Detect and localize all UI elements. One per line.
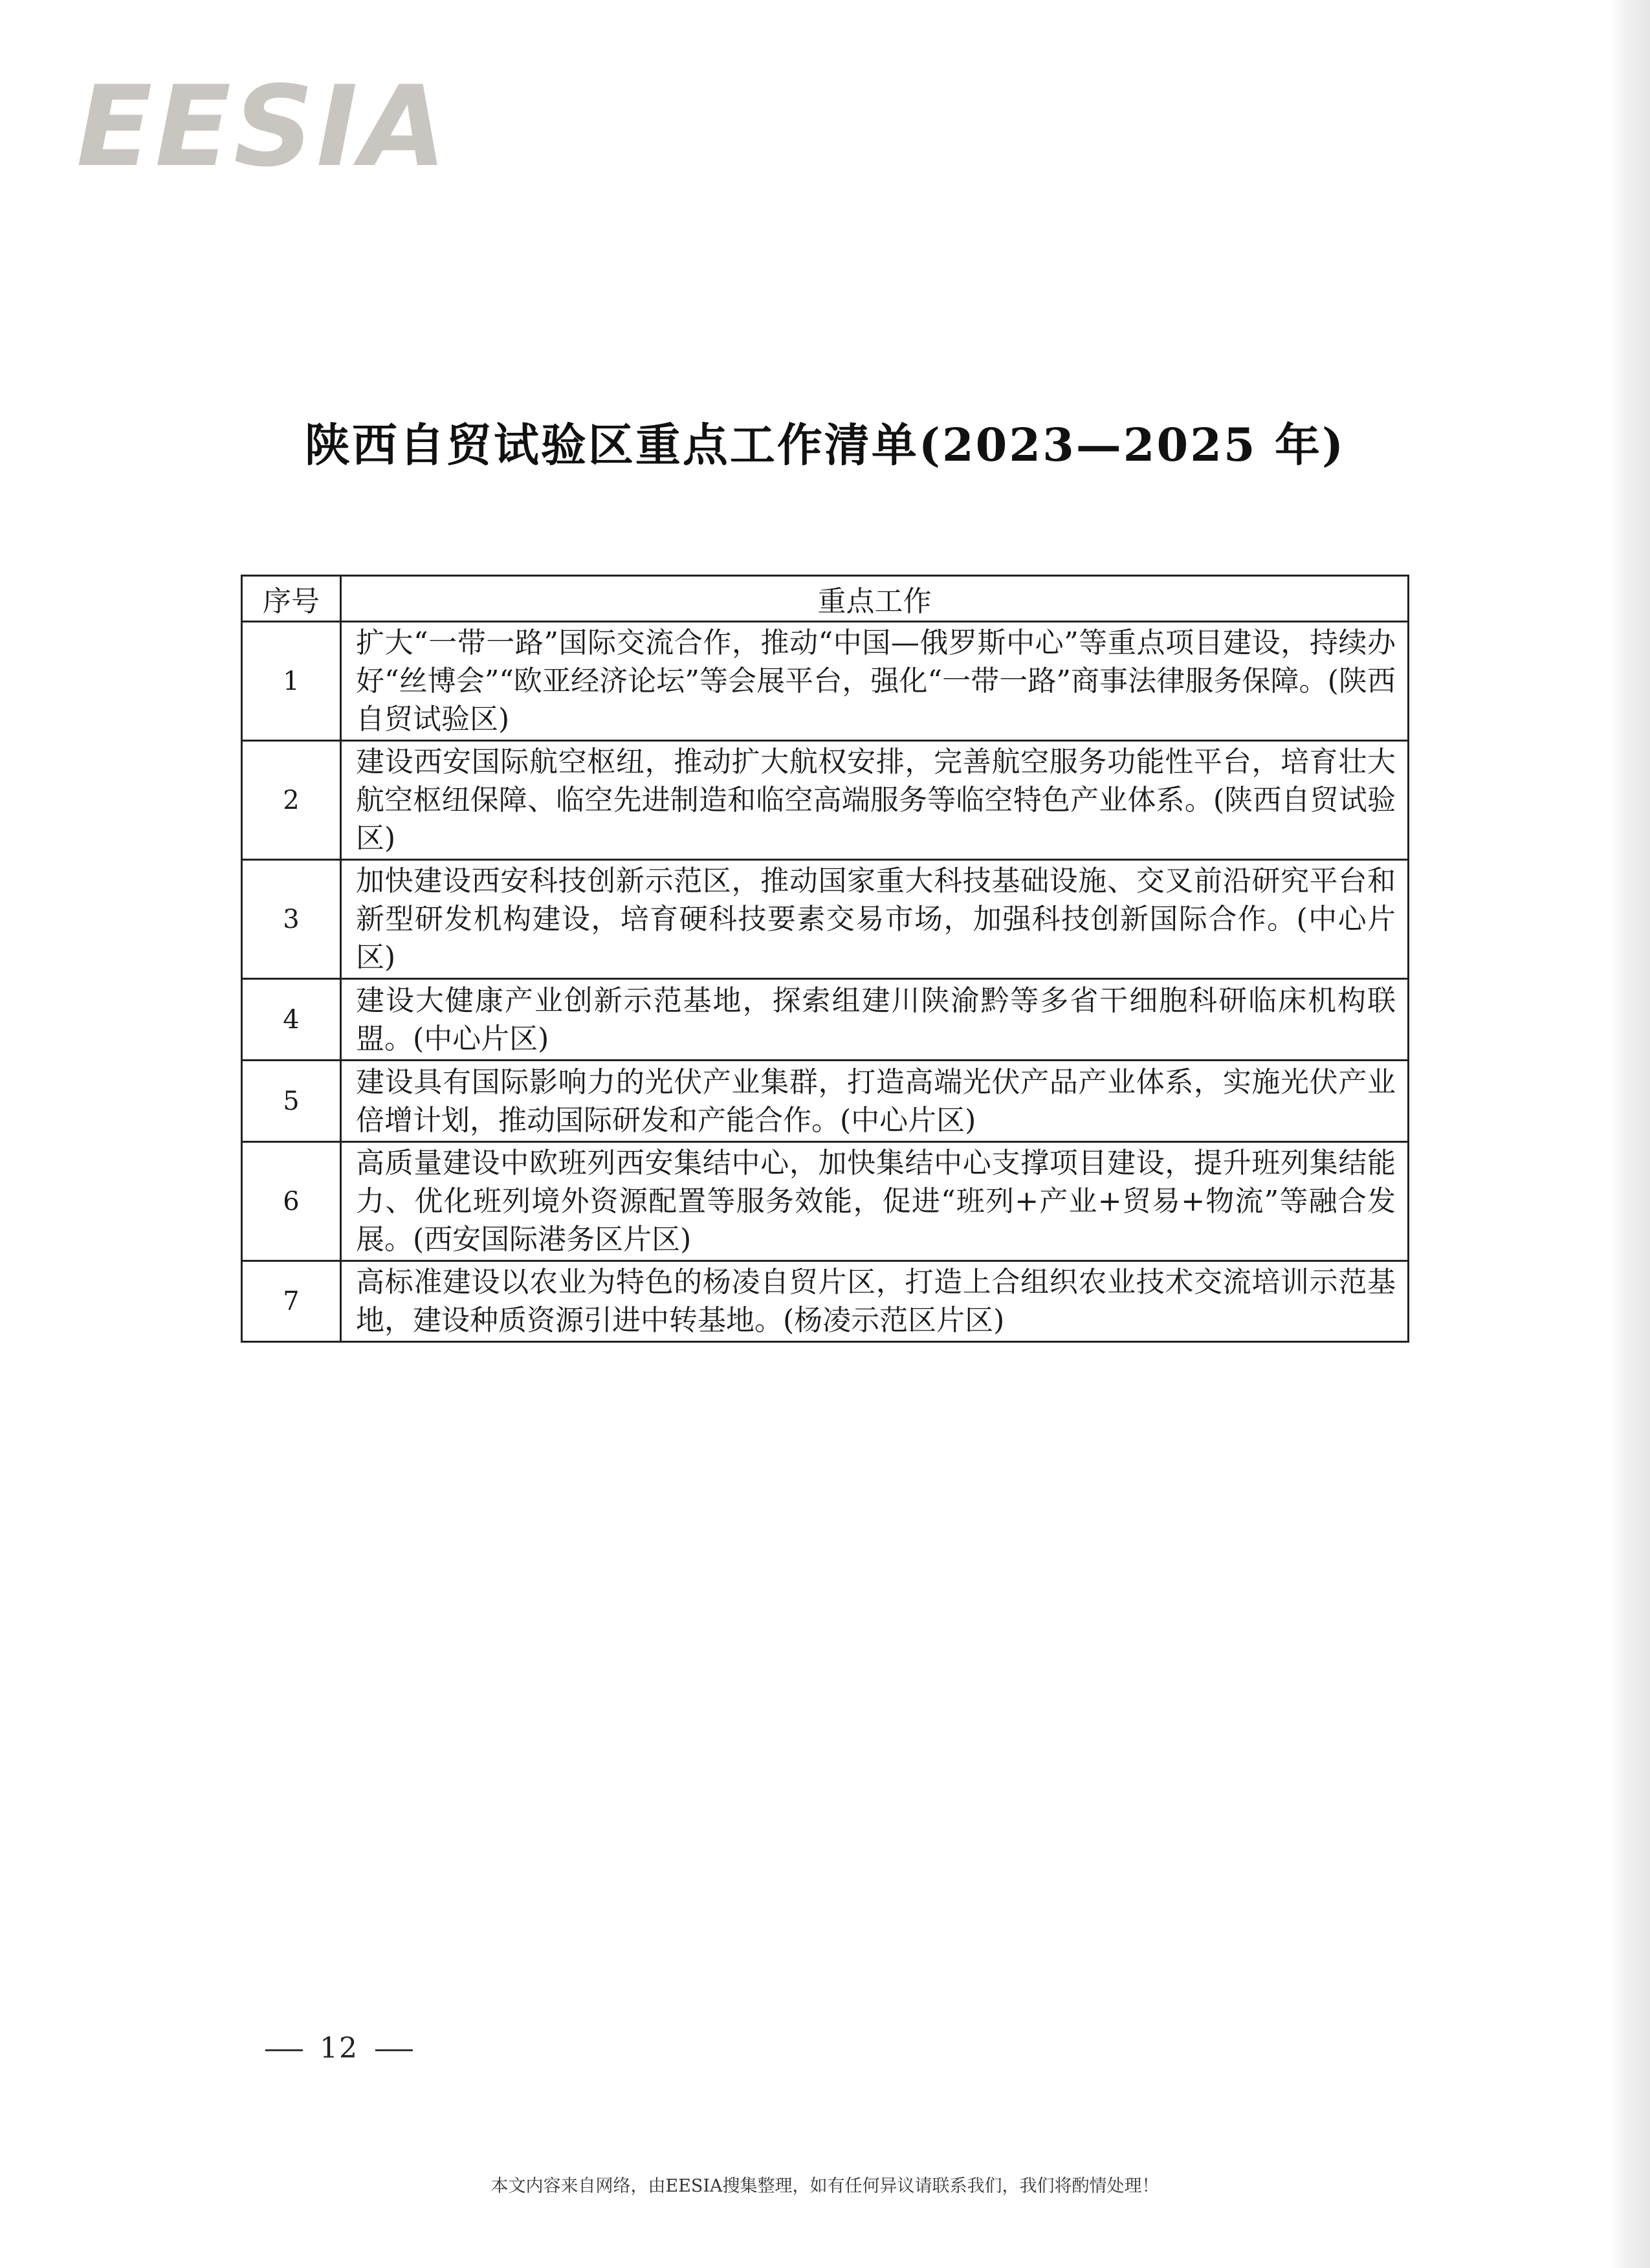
header-key-work: 重点工作	[341, 576, 1409, 622]
eesia-logo: EESIA	[76, 61, 449, 192]
table-row	[242, 1061, 1409, 1142]
header-serial-number: 序号	[242, 576, 341, 622]
row-number: 1	[242, 622, 341, 741]
row-number: 6	[242, 1142, 341, 1261]
row-number: 4	[242, 979, 341, 1061]
table-row	[242, 741, 1409, 860]
key-work-table	[241, 575, 1409, 1343]
row-text: 高质量建设中欧班列西安集结中心，加快集结中心支撑项目建设，提升班列集结能力、优化班列境外资源配置等服务效能，促进“班列+产业+贸易+物流”等融合发展。(西安国际港务区片区)	[341, 1142, 1409, 1261]
table-header-row	[242, 576, 1409, 622]
row-number: 3	[242, 860, 341, 979]
row-text: 建设西安国际航空枢纽，推动扩大航权安排，完善航空服务功能性平台，培育壮大航空枢纽保障、临空先进制造和临空高端服务等临空特色产业体系。(陕西自贸试验区)	[341, 741, 1409, 860]
footer-note: 本文内容来自网络，由EESIA搜集整理，如有任何异议请联系我们，我们将酌情处理！	[490, 2176, 1160, 2196]
table-row	[242, 622, 1409, 741]
row-number: 7	[242, 1261, 341, 1342]
page-number	[248, 2032, 430, 2065]
scan-page-edge	[1610, 0, 1650, 2268]
table-row	[242, 1261, 1409, 1342]
table-row	[242, 860, 1409, 979]
table-row	[242, 1142, 1409, 1261]
page-number-dash-left	[265, 2049, 303, 2051]
row-text: 扩大“一带一路”国际交流合作，推动“中国—俄罗斯中心”等重点项目建设，持续办好“丝博会”“欧亚经济论坛”等会展平台，强化“一带一路”商事法律服务保障。(陕西自贸试验区)	[341, 622, 1409, 741]
row-number: 2	[242, 741, 341, 860]
page-number-value: 12	[320, 2032, 358, 2065]
document-title: 陕西自贸试验区重点工作清单(2023—2025 年)	[304, 418, 1346, 472]
row-number: 5	[242, 1061, 341, 1142]
row-text: 高标准建设以农业为特色的杨凌自贸片区，打造上合组织农业技术交流培训示范基地，建设种质资源引进中转基地。(杨凌示范区片区)	[341, 1261, 1409, 1342]
page-number-dash-right	[375, 2049, 413, 2051]
row-text: 建设大健康产业创新示范基地，探索组建川陕渝黔等多省干细胞科研临床机构联盟。(中心片区)	[341, 979, 1409, 1061]
table-row	[242, 979, 1409, 1061]
row-text: 加快建设西安科技创新示范区，推动国家重大科技基础设施、交叉前沿研究平台和新型研发机构建设，培育硬科技要素交易市场，加强科技创新国际合作。(中心片区)	[341, 860, 1409, 979]
row-text: 建设具有国际影响力的光伏产业集群，打造高端光伏产品产业体系，实施光伏产业倍增计划，推动国际研发和产能合作。(中心片区)	[341, 1061, 1409, 1142]
